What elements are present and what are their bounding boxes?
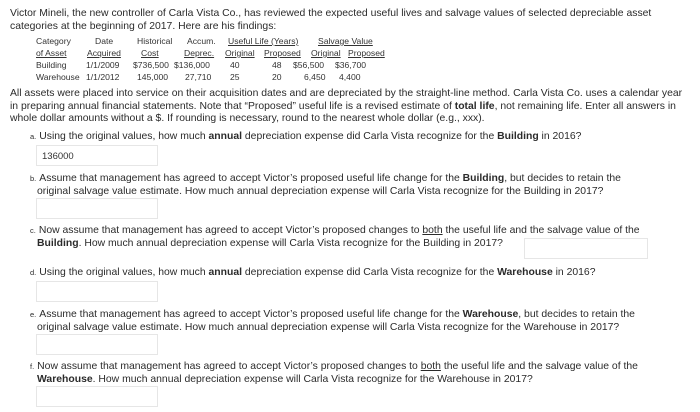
cell-life-proposed: 20: [272, 72, 282, 82]
header-deprec: Deprec.: [184, 48, 215, 58]
answer-f-input[interactable]: [36, 386, 158, 407]
cell-date: 1/1/2012: [86, 72, 120, 82]
header-salvage-proposed: Proposed: [348, 48, 385, 58]
question-f: f. Now assume that management has agreed to accept Victor’s proposed changes to both the useful life and the salvage value of the Warehouse. How much annual depreciation expense will Carla Vista recognize for the Warehouse in 2017?: [30, 361, 638, 385]
cell-life-original: 25: [230, 72, 240, 82]
cell-deprec: $136,000: [174, 60, 210, 70]
header-life-proposed: Proposed: [264, 48, 301, 58]
cell-salvage-original: 6,450: [304, 72, 326, 82]
header-accum: Accum.: [187, 36, 216, 46]
question-b-label: b.: [30, 174, 37, 183]
question-f-label: f.: [30, 362, 35, 371]
cell-cost: 145,000: [137, 72, 169, 82]
intro-text: Victor Mineli, the new controller of Carla Vista Co., has reviewed the expected useful lives and salvage values of selected depreciable asset categories at the beginning of 2017. Here are his findings:: [10, 8, 652, 32]
bold-total-life: total life: [454, 100, 495, 112]
answer-b-input[interactable]: [36, 198, 158, 219]
cell-cost: $736,500: [133, 60, 169, 70]
cell-salvage-proposed: $36,700: [335, 60, 367, 70]
question-e-label: e.: [30, 310, 37, 319]
question-e: e. Assume that management has agreed to accept Victor’s proposed useful life change for the Warehouse, but decides to retain the original salvage value estimate. How much annual depreciation expense will Carla Vista recognize for the Warehouse in 2017?: [30, 309, 635, 333]
header-salvage-value: Salvage Value: [318, 36, 373, 46]
question-c: c. Now assume that management has agreed to accept Victor’s proposed changes to both the useful life and the salvage value of the Building. How much annual depreciation expense will Carla Vista recognize for the Building in 2017?: [30, 225, 640, 249]
answer-e-input[interactable]: [36, 334, 158, 355]
question-d-label: d.: [30, 268, 37, 277]
question-d: d. Using the original values, how much annual depreciation expense did Carla Vista recognize for the Warehouse in 2016?: [30, 267, 596, 278]
answer-a-input[interactable]: 136000: [36, 145, 158, 166]
cell-deprec: 27,710: [185, 72, 212, 82]
cell-date: 1/1/2009: [86, 60, 120, 70]
header-cost: Cost: [141, 48, 159, 58]
table-row: [28, 72, 408, 84]
header-date: Date: [95, 36, 114, 46]
header-salvage-original: Original: [311, 48, 341, 58]
header-acquired: Acquired: [87, 48, 121, 58]
cell-salvage-original: $56,500: [293, 60, 325, 70]
header-of-asset: of Asset: [36, 48, 67, 58]
question-a-label: a.: [30, 132, 37, 141]
table-row: [28, 60, 408, 72]
table-header-row-2: [28, 48, 408, 60]
answer-d-input[interactable]: [36, 281, 158, 302]
question-c-label: c.: [30, 226, 36, 235]
cell-life-proposed: 48: [272, 60, 282, 70]
question-b: b. Assume that management has agreed to accept Victor’s proposed useful life change for the Building, but decides to retain the original salvage value estimate. How much annual depreciation expense will Carla Vista recognize for the Building in 2017?: [30, 173, 621, 197]
header-historical: Historical: [137, 36, 173, 46]
header-life-original: Original: [225, 48, 255, 58]
answer-c-input[interactable]: [524, 238, 648, 259]
cell-category: Warehouse: [36, 72, 80, 82]
cell-life-original: 40: [230, 60, 240, 70]
table-header-row-1: [28, 36, 408, 48]
findings-table: [28, 36, 408, 84]
instructions-paragraph: All assets were placed into service on their acquisition dates and are depreciated by the straight-line method. Carla Vista Co. uses a calendar year in preparing annual financial statements. Note that “Proposed” useful life is a revised estimate of total life, not remaining life. Enter all answers in whole dollar amounts without a $. If rounding is necessary, round to the nearest whole dollar (e.g., xxx).: [10, 88, 683, 124]
header-useful-life: Useful Life (Years): [228, 36, 299, 46]
cell-salvage-proposed: 4,400: [339, 72, 361, 82]
cell-category: Building: [36, 60, 67, 70]
question-a: a. Using the original values, how much annual depreciation expense did Carla Vista recognize for the Building in 2016?: [30, 131, 582, 142]
header-category: Category: [36, 36, 71, 46]
